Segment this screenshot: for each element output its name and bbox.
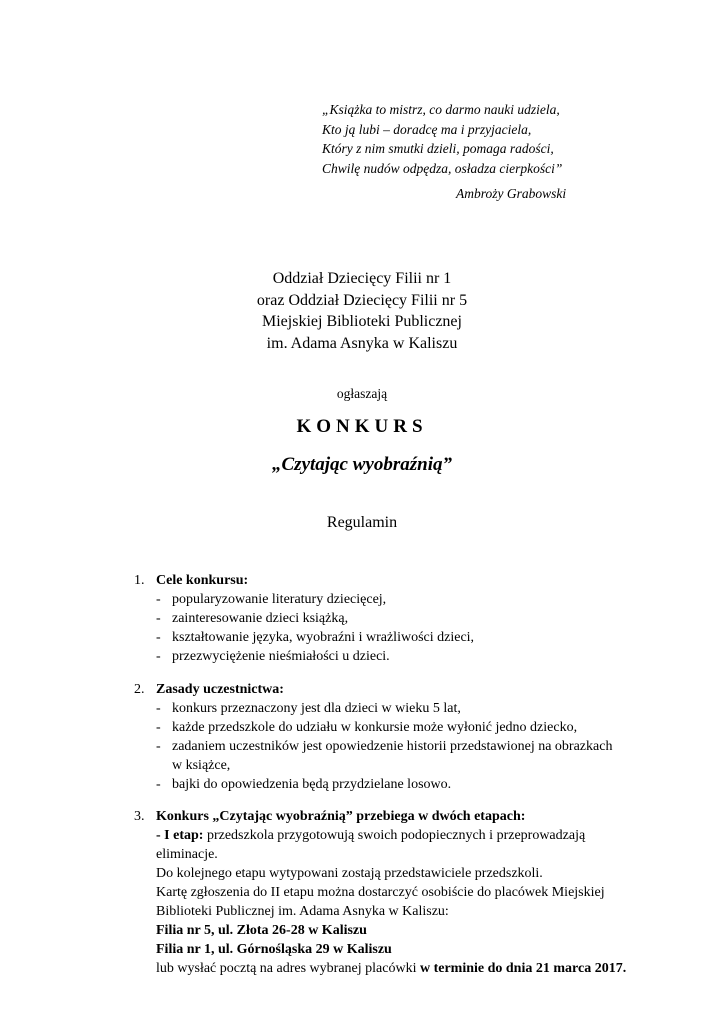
deadline: w terminie do dnia 21 marca 2017.	[419, 961, 627, 976]
list-item: - kształtowanie języka, wyobraźni i wrażliwości dzieci,	[156, 630, 475, 645]
list-item: - zadaniem uczestników jest opowiedzenie historii przedstawionej na obrazkach	[156, 739, 613, 754]
quote-line: „Książka to mistrz, co darmo nauki udziela,	[322, 102, 560, 117]
section-number: 3.	[134, 809, 145, 824]
organizer-line: Miejskiej Biblioteki Publicznej	[262, 313, 462, 330]
stage-label: - I etap:	[156, 828, 204, 843]
list-item: - popularyzowanie literatury dziecięcej,	[156, 592, 387, 607]
list-item: - każde przedszkole do udziału w konkursie może wyłonić jedno dziecko,	[156, 720, 578, 735]
list-item: - zainteresowanie dzieci książką,	[156, 611, 349, 626]
announce-text: ogłaszają	[336, 386, 388, 401]
list-item: - bajki do opowiedzenia będą przydzielane losowo.	[156, 777, 452, 792]
section-number: 1.	[134, 573, 145, 588]
list-item-continuation: w książce,	[172, 758, 231, 773]
epigraph-quote	[322, 100, 562, 178]
branch-address: Filia nr 5, ul. Złota 26-28 w Kaliszu	[156, 923, 367, 938]
deadline-line: lub wysłać pocztą na adres wybranej placówki w terminie do dnia 21 marca 2017.	[156, 961, 627, 976]
contest-title: „Czytając wyobraźnią”	[272, 454, 452, 475]
text-line: Do kolejnego etapu wytypowani zostają przedstawiciele przedszkoli.	[156, 866, 543, 881]
list-item: - konkurs przeznaczony jest dla dzieci w wieku 5 lat,	[156, 701, 461, 716]
text-line: Biblioteki Publicznej im. Adama Asnyka w Kaliszu:	[156, 904, 449, 919]
quote-line: Kto ją lubi – doradcę ma i przyjaciela,	[322, 121, 532, 137]
quote-line: Który z nim smutki dzieli, pomaga radości,	[322, 141, 554, 156]
section-heading	[134, 807, 525, 827]
branch-address: Filia nr 1, ul. Górnośląska 29 w Kaliszu	[156, 942, 392, 957]
quote-line: Chwilę nudów odpędza, osładza cierpkości”	[322, 160, 563, 176]
text-line: eliminacje.	[156, 847, 218, 862]
document-heading: KONKURS	[296, 416, 428, 437]
section-title: Cele konkursu:	[156, 573, 249, 588]
organizer-line: im. Adama Asnyka w Kaliszu	[266, 334, 458, 352]
section-heading	[134, 680, 284, 700]
list-item: - przezwyciężenie nieśmiałości u dzieci.	[156, 649, 390, 664]
section-title: Zasady uczestnictwa:	[156, 682, 284, 697]
text-line: Kartę zgłoszenia do II etapu można dostarczyć osobiście do placówek Miejskiej	[156, 885, 605, 900]
organizer-line: Oddział Dziecięcy Filii nr 1	[272, 270, 452, 287]
regulations-heading: Regulamin	[326, 514, 398, 531]
stage-line: - I etap: przedszkola przygotowują swoich podopiecznych i przeprowadzają	[156, 828, 586, 843]
organizer-line: oraz Oddział Dziecięcy Filii nr 5	[256, 291, 468, 309]
organizer-block	[0, 268, 724, 354]
quote-author: Ambroży Grabowski	[456, 186, 567, 201]
section-title: Konkurs „Czytając wyobraźnią” przebiega w dwóch etapach:	[156, 809, 526, 824]
section-heading	[134, 571, 248, 591]
section-number: 2.	[134, 682, 145, 697]
